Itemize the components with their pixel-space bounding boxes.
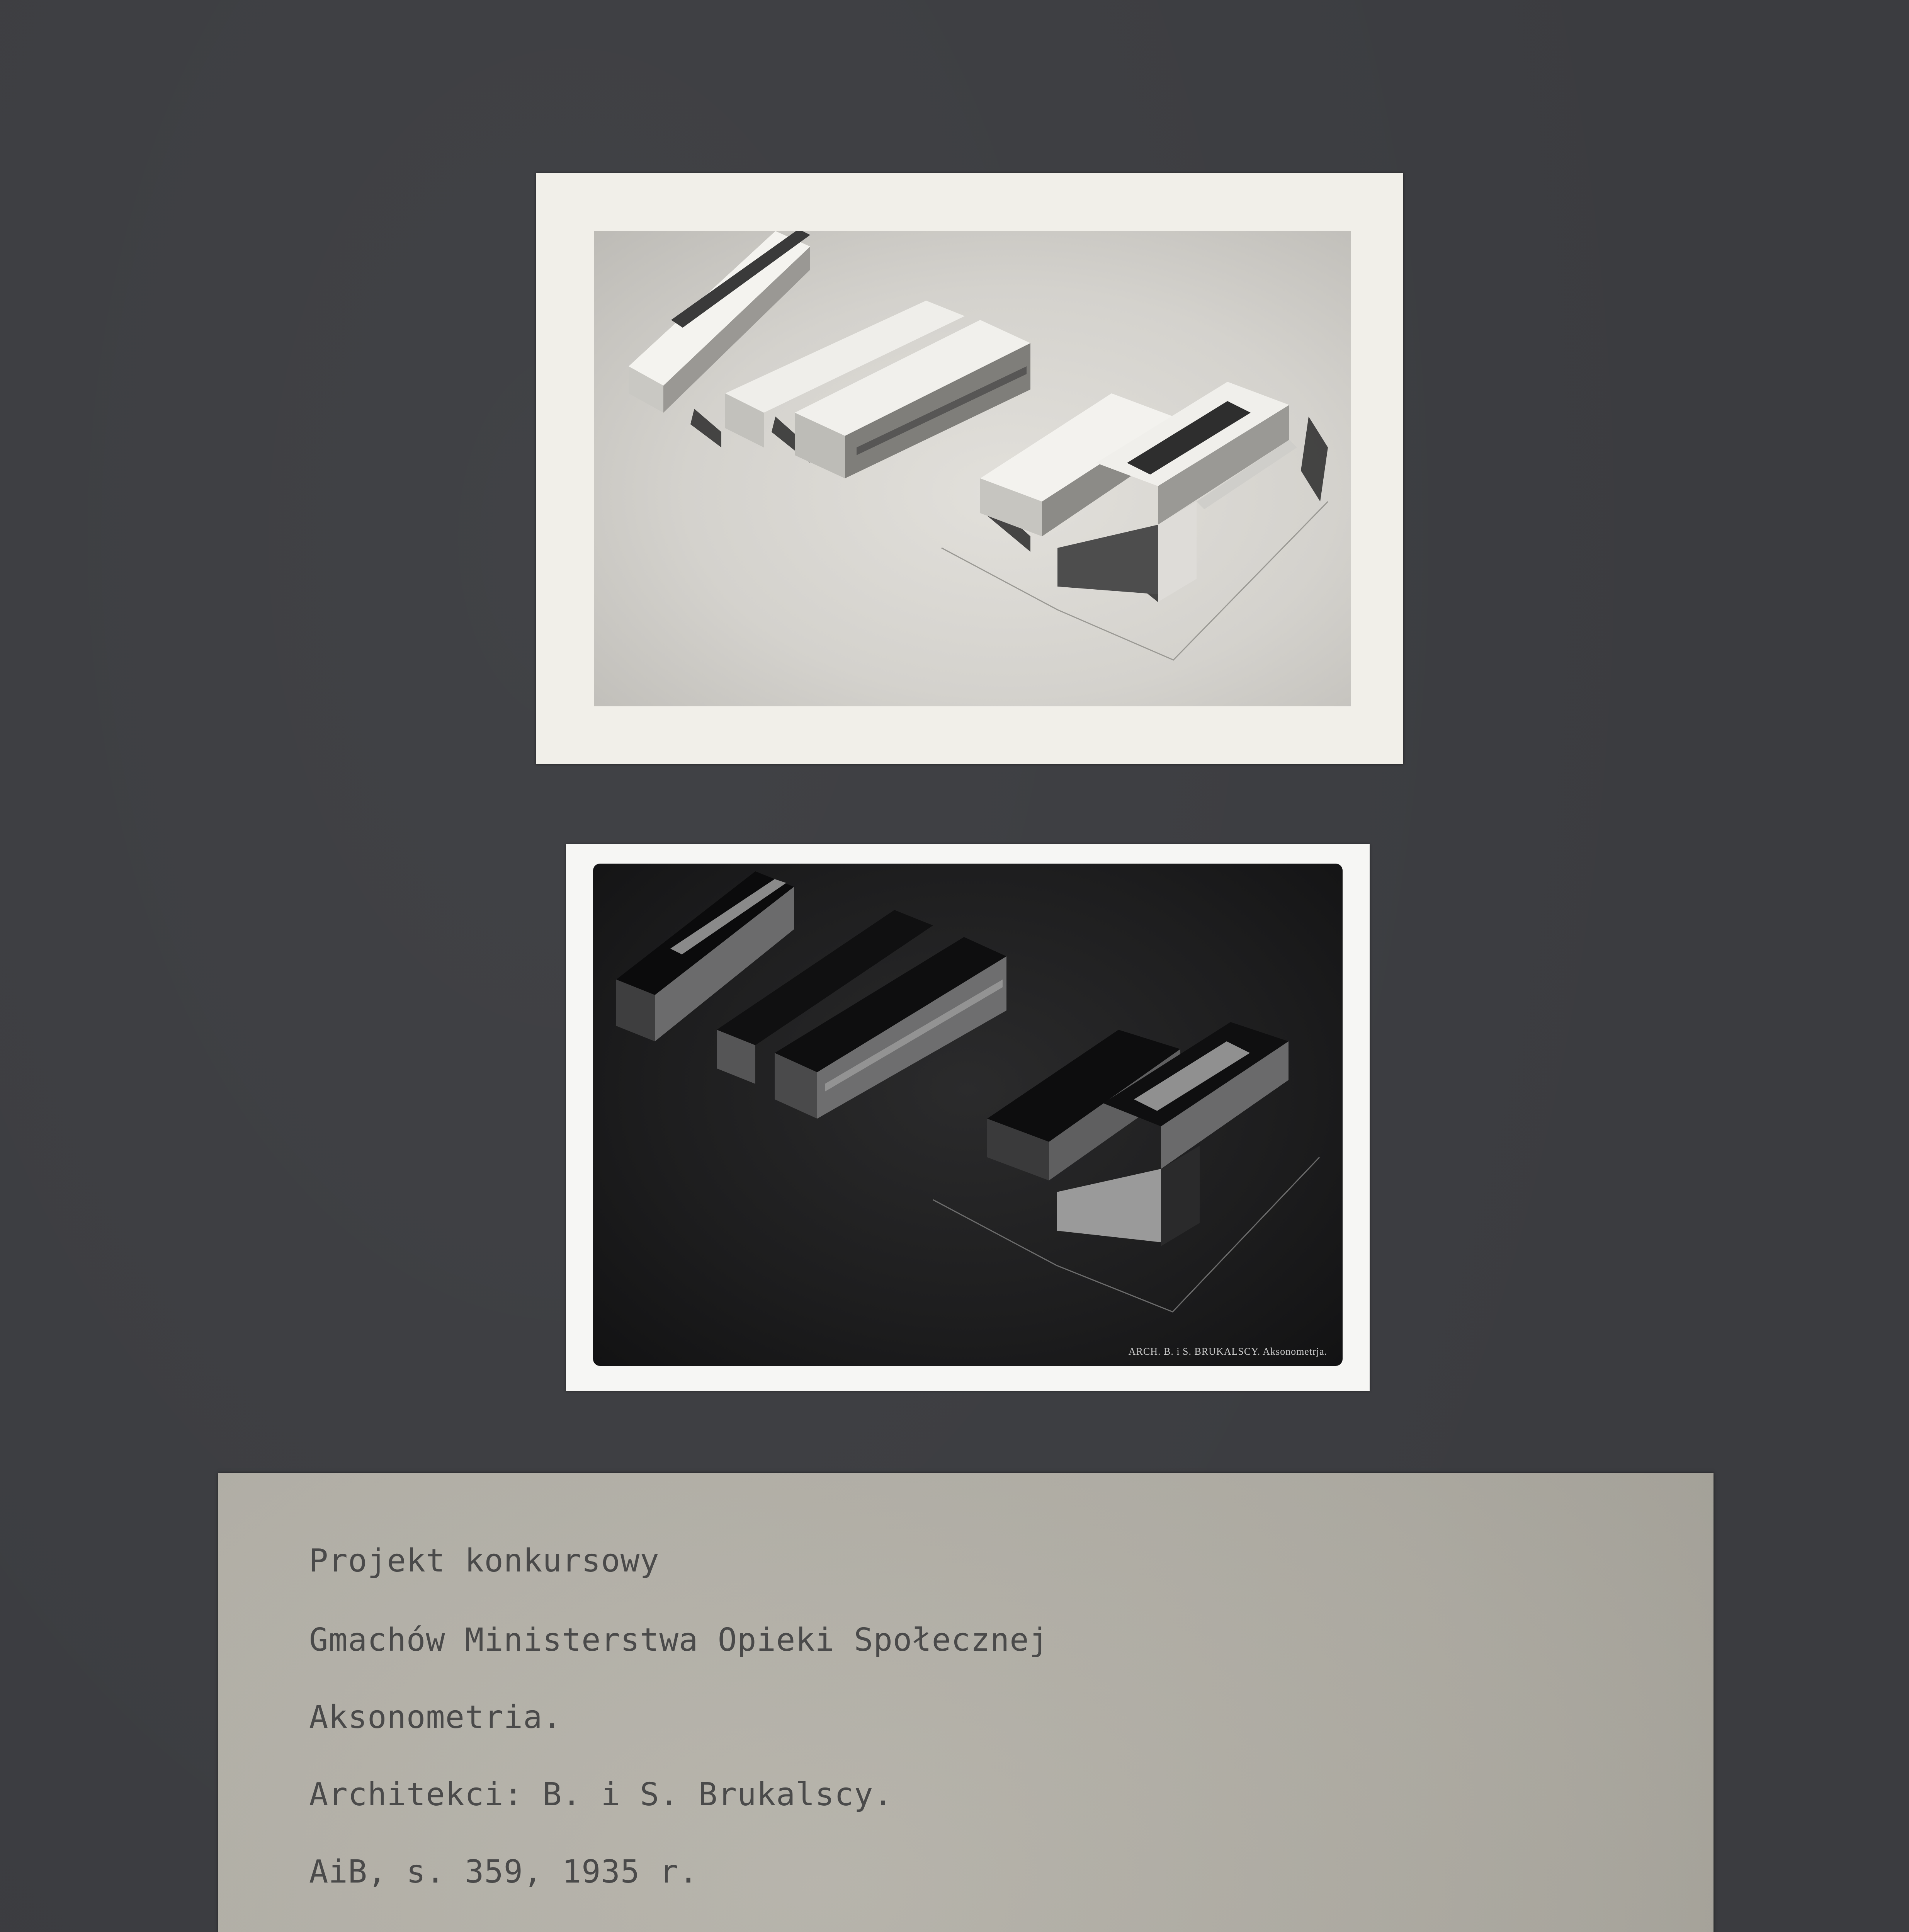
envelope-line-architects: Architekci: B. i S. Brukalscy. (309, 1776, 893, 1813)
envelope-line-project: Projekt konkursowy (309, 1543, 660, 1579)
axonometric-model-image (594, 231, 1351, 706)
photo-caption: ARCH. B. i S. BRUKALSCY. Aksonometrja. (1128, 1346, 1327, 1357)
building-model-drawing (594, 231, 1351, 706)
envelope-line-axonometry: Aksonometria. (309, 1699, 562, 1736)
envelope-line-building: Gmachów Ministerstwa Opieki Społecznej (309, 1622, 1049, 1658)
negative-model-image (593, 864, 1343, 1366)
negative-building-model-drawing (593, 864, 1343, 1366)
axonometric-photo-positive (536, 173, 1403, 764)
axonometric-photo-negative (566, 844, 1370, 1391)
envelope-line-source: AiB, s. 359, 1935 r. (309, 1854, 699, 1890)
archive-envelope (218, 1473, 1714, 1932)
